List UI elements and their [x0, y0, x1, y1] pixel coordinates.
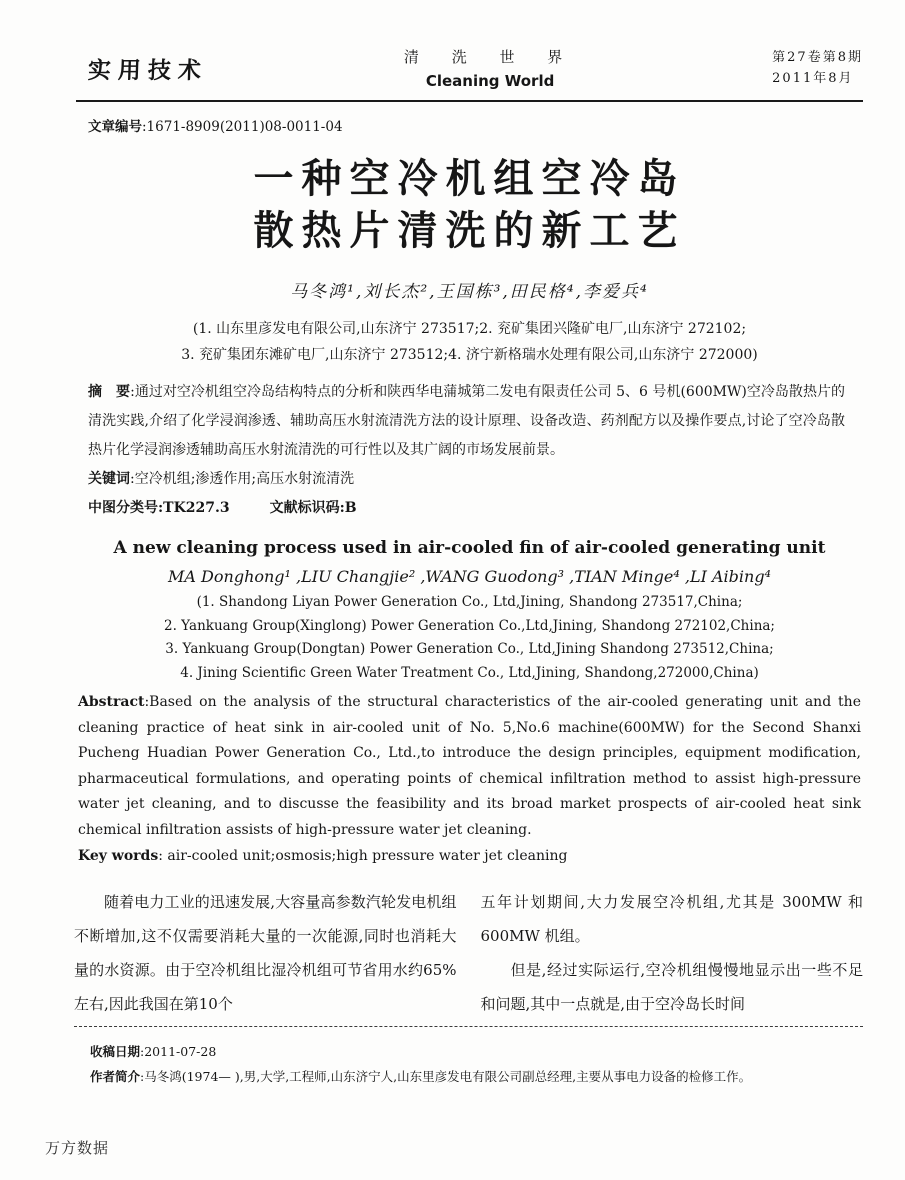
footnotes [90, 1039, 863, 1089]
issue-date: 2011年8月 [772, 71, 854, 86]
journal-title-block [404, 46, 576, 90]
keywords-en-label: Key words [78, 848, 159, 864]
article-title-cn-line1: 一种空冷机组空冷岛 [253, 156, 686, 202]
article-title-en: A new cleaning process used in air-cooled fin of air-cooled generating unit [113, 538, 826, 558]
affiliation-cn-line1: (1. 山东里彦发电有限公司,山东济宁 273517;2. 兖矿集团兴隆矿电厂,山东济宁 272102; [192, 321, 747, 337]
body-paragraph-1: 随着电力工业的迅速发展,大容量高参数汽轮发电机组不断增加,这不仅需要消耗大量的一次能源,同时也消耗大量的水资源。由于空冷机组比湿冷机组可节省用水约65%左右,因此我国在第10个 [74, 893, 457, 1013]
authors-cn: 马冬鸿¹,刘长杰²,王国栋³,田民格⁴,李爱兵⁴ [290, 282, 649, 302]
authors-en: MA Donghong¹ ,LIU Changjie² ,WANG Guodong³ ,TIAN Minge⁴ ,LI Aibing⁴ [168, 567, 771, 586]
keywords-cn [88, 465, 863, 494]
body-paragraph-1-continued: 五年计划期间,大力发展空冷机组,尤其是 300MW 和 600MW 机组。 [480, 893, 863, 945]
footnote-divider [74, 1026, 863, 1027]
abstract-cn-label: 摘 要 [88, 384, 131, 400]
affiliation-cn-line2: 3. 兖矿集团东滩矿电厂,山东济宁 273512;4. 济宁新格瑞水处理有限公司,山东济宁 272000) [181, 347, 758, 363]
clc-value: :TK227.3 [158, 500, 230, 516]
author-bio-value: :马冬鸿(1974— ),男,大学,工程师,山东济宁人,山东里彦发电有限公司副总经理,主要从事电力设备的检修工作。 [140, 1069, 752, 1084]
journal-title-en: Cleaning World [425, 72, 555, 90]
affiliation-en-line1: (1. Shandong Liyan Power Generation Co., Ltd,Jining, Shandong 273517,China; [196, 594, 743, 610]
keywords-en [78, 844, 861, 869]
issue-info [772, 47, 863, 89]
affiliation-en-line4: 4. Jining Scientific Green Water Treatment Co., Ltd,Jining, Shandong,272000,China) [180, 664, 759, 681]
article-number-value: :1671-8909(2011)08-0011-04 [142, 119, 343, 135]
received-date-label: 收稿日期 [90, 1044, 141, 1059]
received-date-value: :2011-07-28 [140, 1044, 217, 1059]
article-title-cn-line2: 散热片清洗的新工艺 [253, 208, 686, 254]
affiliation-en-line2: 2. Yankuang Group(Xinglong) Power Generation Co.,Ltd,Jining, Shandong 272102,China; [163, 617, 775, 634]
body-column-right [481, 885, 864, 1021]
page-header [88, 46, 863, 90]
abstract-en [78, 690, 861, 843]
issue-volume: 第27卷第8期 [772, 50, 863, 65]
author-bio-line [90, 1064, 863, 1089]
affiliations-cn [76, 316, 863, 368]
body-columns [74, 885, 863, 1021]
abstract-cn [88, 378, 845, 465]
article-number-label: 文章编号 [88, 119, 142, 135]
clc-label: 中图分类号 [88, 500, 158, 516]
article-title-cn [76, 153, 863, 257]
received-date-line [90, 1039, 863, 1064]
keywords-cn-text: :空冷机组;渗透作用;高压水射流清洗 [130, 471, 355, 487]
author-bio-label: 作者简介 [90, 1069, 141, 1084]
keywords-cn-label: 关键词 [88, 471, 130, 487]
body-column-left [74, 885, 457, 1021]
abstract-en-label: Abstract [78, 694, 145, 710]
keywords-en-text: : air-cooled unit;osmosis;high pressure water jet cleaning [158, 848, 568, 864]
journal-title-cn: 清 洗 世 界 [403, 48, 577, 66]
header-divider [76, 100, 863, 102]
article-number [88, 115, 863, 135]
abstract-en-text: :Based on the analysis of the structural characteristics of the air-cooled generating unit and the cleaning practice of heat sink in air-cooled unit of No. 5,No.6 machine(600MW) for the Second Shanxi Pucheng Huadian Power Generation Co., Ltd.,to introduce the design principles, equipment modification, pharmaceutical formulations, and operating points of chemical infiltration method to assist high-pressure water jet cleaning, and to discusse the feasibility and its broad market prospects of air-cooled heat sink chemical infiltration assists of high-pressure water jet cleaning. [78, 694, 861, 838]
affiliations-en [76, 591, 863, 685]
doc-code-label: 文献标识码 [269, 500, 340, 516]
affiliation-en-line3: 3. Yankuang Group(Dongtan) Power Generation Co., Ltd,Jining Shandong 273512,China; [165, 641, 774, 657]
column-label: 实用技术 [87, 57, 209, 84]
wanfang-data-watermark: 万方数据 [45, 1139, 110, 1157]
abstract-cn-text: :通过对空冷机组空冷岛结构特点的分析和陕西华电蒲城第二发电有限责任公司 5、6 号机(600MW)空冷岛散热片的清洗实践,介绍了化学浸润渗透、辅助高压水射流清洗方法的设计原理、设备改造、药剂配方以及操作要点,讨论了空冷岛散热片化学浸润渗透辅助高压水射流清洗的可行性以及其广阔的市场发展前景。 [88, 384, 845, 458]
body-paragraph-2: 但是,经过实际运行,空冷机组慢慢地显示出一些不足和问题,其中一点就是,由于空冷岛长时间 [480, 961, 863, 1013]
doc-code-value: :B [339, 500, 357, 516]
clc-line [88, 494, 863, 523]
